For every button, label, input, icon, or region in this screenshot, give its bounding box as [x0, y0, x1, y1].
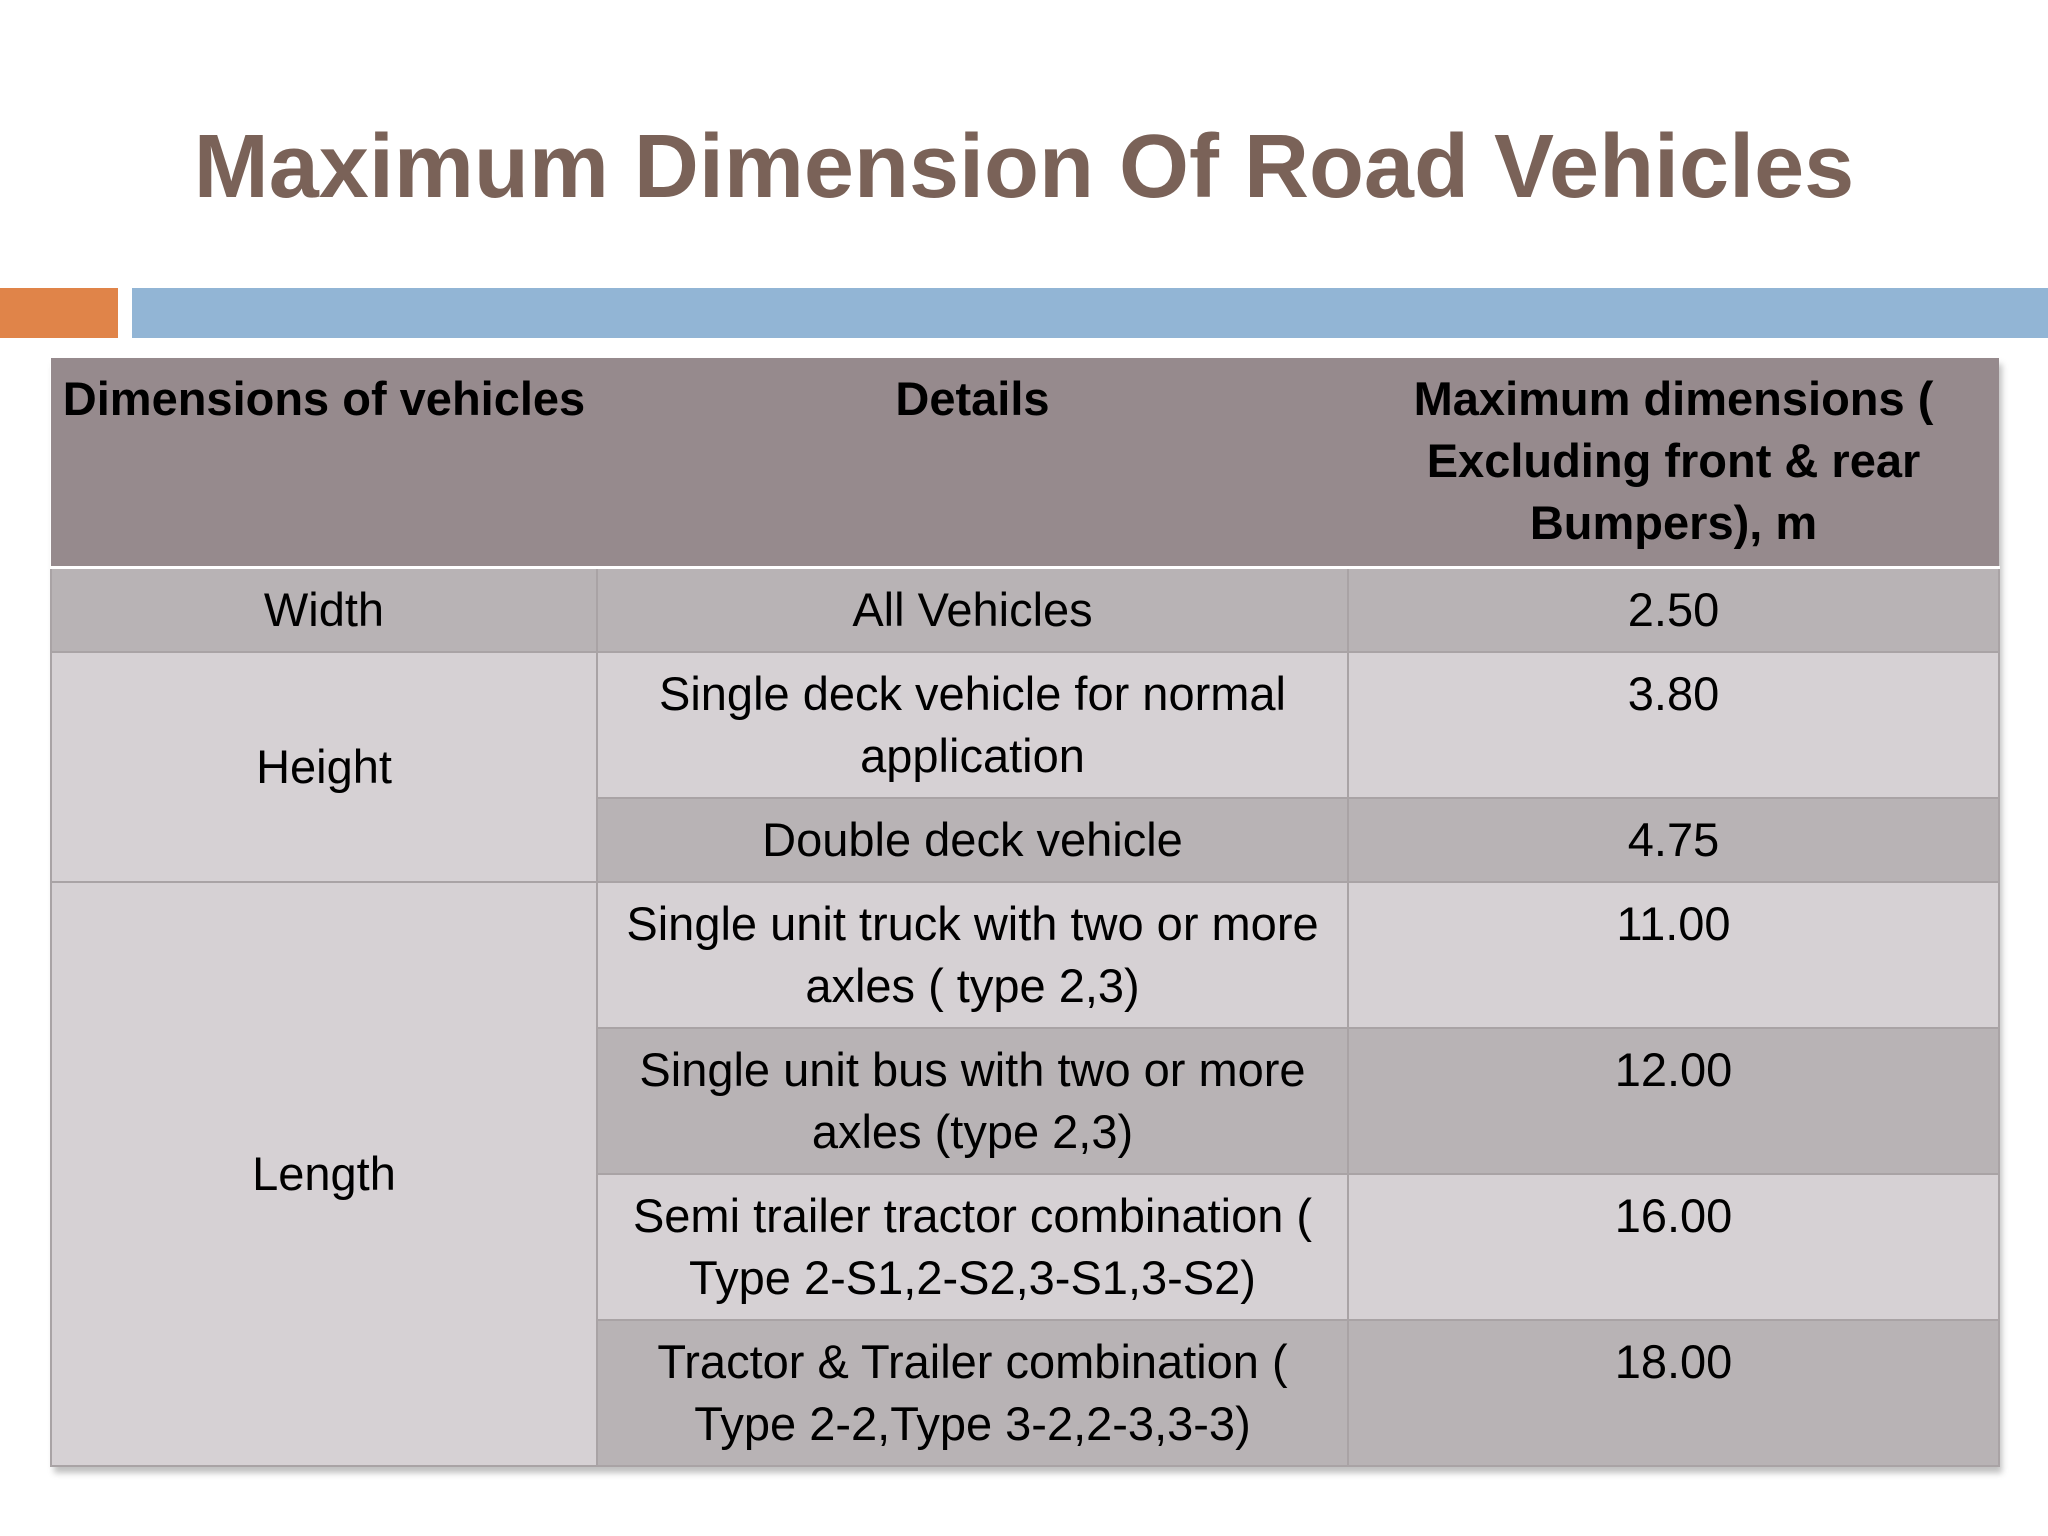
cell-value: 2.50: [1348, 568, 1999, 653]
row-label-width: Width: [51, 568, 597, 653]
cell-value: 18.00: [1348, 1320, 1999, 1466]
cell-value: 12.00: [1348, 1028, 1999, 1174]
cell-value: 3.80: [1348, 652, 1999, 798]
header-details: Details: [597, 358, 1348, 568]
cell-details: Single unit truck with two or more axles ( type 2,3): [597, 882, 1348, 1028]
cell-details: Single deck vehicle for normal application: [597, 652, 1348, 798]
row-label-length: Length: [51, 882, 597, 1466]
row-label-height: Height: [51, 652, 597, 882]
cell-value: 11.00: [1348, 882, 1999, 1028]
cell-details: Double deck vehicle: [597, 798, 1348, 882]
table-row-width: [51, 568, 1999, 653]
header-max-dimensions: Maximum dimensions ( Excluding front & rear Bumpers), m: [1348, 358, 1999, 568]
cell-value: 4.75: [1348, 798, 1999, 882]
table-row-height-1: [51, 652, 1999, 798]
table-row-length-1: [51, 882, 1999, 1028]
accent-bar: [0, 288, 118, 338]
cell-details: Single unit bus with two or more axles (type 2,3): [597, 1028, 1348, 1174]
cell-value: 16.00: [1348, 1174, 1999, 1320]
header-row: [51, 358, 1999, 568]
header-dimensions: Dimensions of vehicles: [51, 358, 597, 568]
cell-details: Semi trailer tractor combination ( Type 2-S1,2-S2,3-S1,3-S2): [597, 1174, 1348, 1320]
dimensions-table: [50, 358, 1998, 1467]
cell-details: All Vehicles: [597, 568, 1348, 653]
cell-details: Tractor & Trailer combination ( Type 2-2,Type 3-2,2-3,3-3): [597, 1320, 1348, 1466]
title-underline-bar: [132, 288, 2048, 338]
slide-title: Maximum Dimension Of Road Vehicles: [193, 117, 1855, 217]
